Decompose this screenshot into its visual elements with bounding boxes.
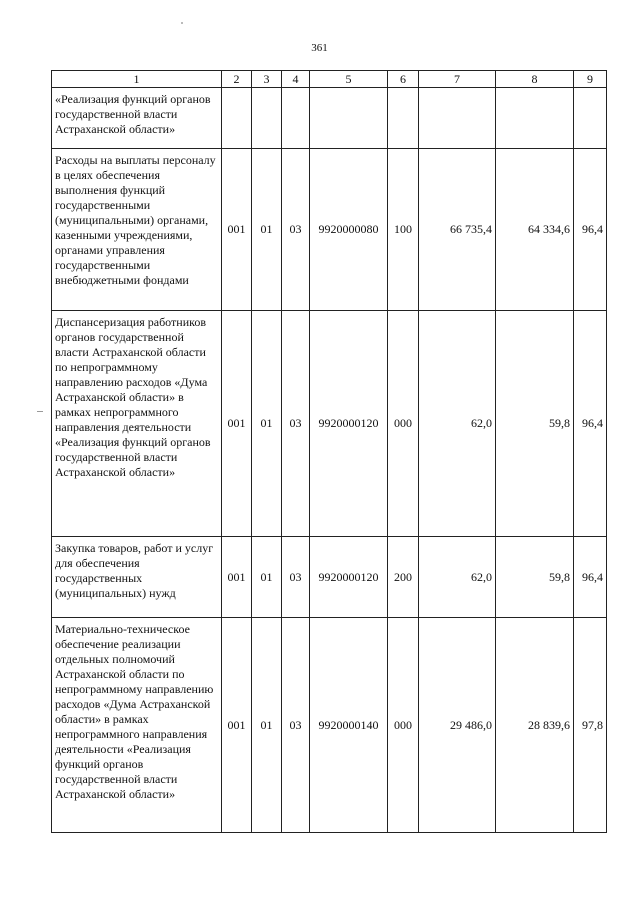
row-description: Расходы на выплаты персоналу в целях обеспечения выполнения функций государственными (муниципальными) органами, казенными учреждениями, органами управления государственными внебюджетными фондами [52,149,222,311]
cell-admin-code: 001 [222,311,252,537]
column-header: 9 [574,71,607,88]
column-header: 4 [282,71,310,88]
cell-percent: 97,8 [574,618,607,833]
column-header: 2 [222,71,252,88]
cell-subsection [282,88,310,149]
cell-expense-type: 100 [388,149,419,311]
cell-target-article: 9920000120 [310,311,388,537]
cell-section: 01 [252,311,282,537]
table-row [52,88,607,149]
page-number: 361 [311,42,328,54]
cell-actual: 64 334,6 [496,149,574,311]
column-header: 5 [310,71,388,88]
cell-actual [496,88,574,149]
cell-target-article: 9920000080 [310,149,388,311]
cell-admin-code [222,88,252,149]
cell-expense-type: 000 [388,311,419,537]
cell-subsection: 03 [282,311,310,537]
cell-subsection: 03 [282,149,310,311]
cell-plan [419,88,496,149]
table-row [52,311,607,537]
scan-mark [37,411,43,412]
cell-actual: 59,8 [496,311,574,537]
cell-section [252,88,282,149]
cell-target-article: 9920000140 [310,618,388,833]
column-header: 6 [388,71,419,88]
row-description: «Реализация функций органов государственной власти Астраханской области» [52,88,222,149]
cell-plan: 66 735,4 [419,149,496,311]
row-description: Закупка товаров, работ и услуг для обеспечения государственных (муниципальных) нужд [52,537,222,618]
table-row [52,537,607,618]
cell-target-article [310,88,388,149]
column-header: 7 [419,71,496,88]
column-header: 3 [252,71,282,88]
row-description: Материально-техническое обеспечение реализации отдельных полномочий Астраханской области по непрограммному направлению расходов «Дума Астраханской области» в рамках непрограммного направления деятельности «Реализация функций органов государственной власти Астраханской области» [52,618,222,833]
cell-section: 01 [252,618,282,833]
budget-table [51,70,607,833]
scan-speck [181,22,183,24]
cell-subsection: 03 [282,537,310,618]
cell-admin-code: 001 [222,537,252,618]
cell-actual: 59,8 [496,537,574,618]
table-row [52,618,607,833]
cell-target-article: 9920000120 [310,537,388,618]
cell-admin-code: 001 [222,149,252,311]
cell-actual: 28 839,6 [496,618,574,833]
cell-percent: 96,4 [574,311,607,537]
column-header: 8 [496,71,574,88]
cell-section: 01 [252,537,282,618]
table-row [52,149,607,311]
cell-percent: 96,4 [574,149,607,311]
table-header-row [52,71,607,88]
row-description: Диспансеризация работников органов государственной власти Астраханской области по непрограммному направлению расходов «Дума Астраханской области» в рамках непрограммного направления деятельности «Реализация функций органов государственной власти Астраханской области» [52,311,222,537]
cell-section: 01 [252,149,282,311]
cell-percent: 96,4 [574,537,607,618]
column-header: 1 [52,71,222,88]
cell-plan: 29 486,0 [419,618,496,833]
cell-percent [574,88,607,149]
cell-expense-type [388,88,419,149]
cell-plan: 62,0 [419,537,496,618]
cell-plan: 62,0 [419,311,496,537]
cell-expense-type: 000 [388,618,419,833]
cell-admin-code: 001 [222,618,252,833]
cell-expense-type: 200 [388,537,419,618]
cell-subsection: 03 [282,618,310,833]
